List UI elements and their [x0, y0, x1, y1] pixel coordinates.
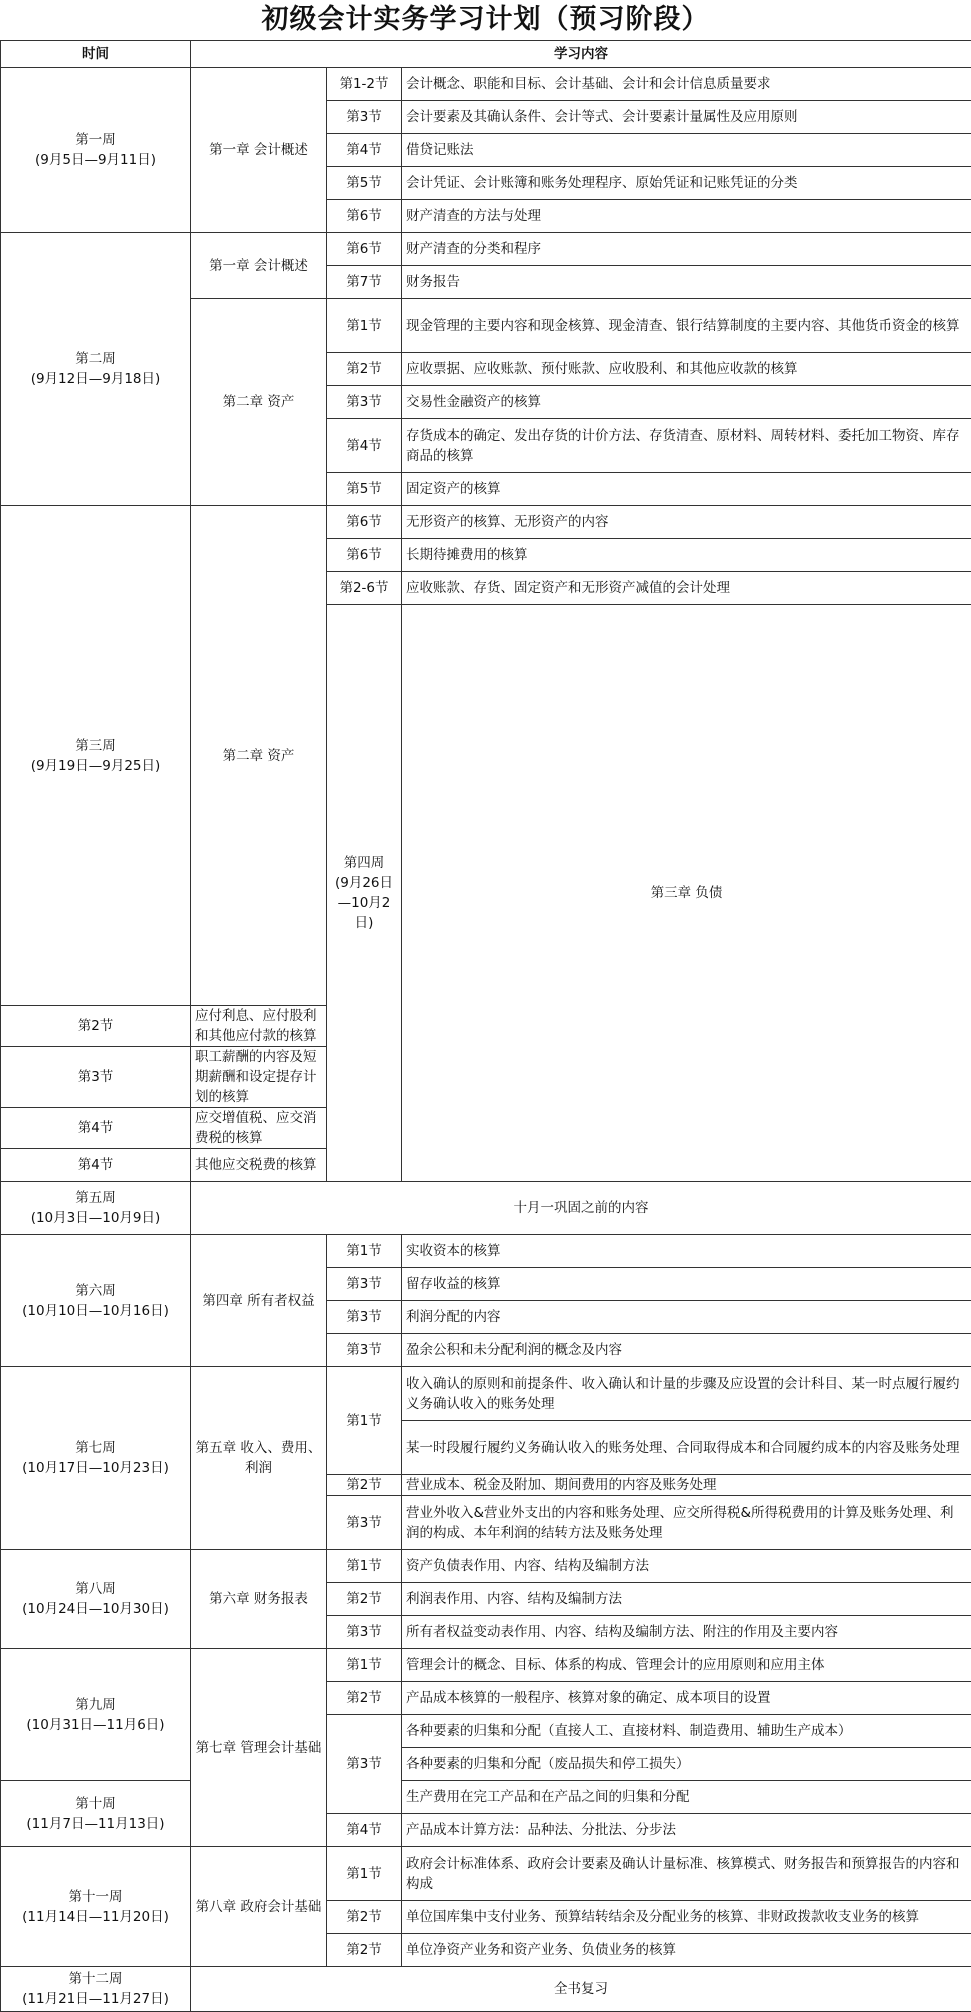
plan-row: [1, 1847, 971, 1901]
plan-row: [1, 506, 971, 539]
week-cell: [1, 1367, 191, 1550]
section-cell: 第2节: [327, 1934, 402, 1967]
plan-row: [1, 1235, 971, 1268]
week-label: 第五周: [5, 1188, 186, 1208]
week-label: 第八周: [5, 1579, 186, 1599]
section-cell: 第3节: [327, 386, 402, 419]
section-cell: 第4节: [327, 1814, 402, 1847]
week-dates: (9月26日—10月2日): [331, 873, 397, 933]
section-cell: 第2节: [327, 1583, 402, 1616]
plan-row: [1, 1781, 971, 1814]
topic-cell: 存货成本的确定、发出存货的计价方法、存货清查、原材料、周转材料、委托加工物资、库存商品的核算: [402, 419, 971, 473]
plan-row: [1, 1649, 971, 1682]
week-cell: [1, 1847, 191, 1967]
section-cell: 第1-2节: [327, 68, 402, 101]
topic-cell: 借贷记账法: [402, 134, 971, 167]
chapter-cell: 第一章 会计概述: [191, 233, 327, 299]
chapter-cell: 第七章 管理会计基础: [191, 1649, 327, 1847]
topic-cell: 应收票据、应收账款、预付账款、应收股利、和其他应收款的核算: [402, 353, 971, 386]
week-dates: (10月10日—10月16日): [5, 1301, 186, 1321]
topic-cell: 实收资本的核算: [402, 1235, 971, 1268]
section-cell: 第3节: [1, 1047, 191, 1108]
topic-cell: 生产费用在完工产品和在产品之间的归集和分配: [402, 1781, 971, 1814]
week-cell: [327, 605, 402, 1182]
topic-cell: 职工薪酬的内容及短期薪酬和设定提存计划的核算: [191, 1047, 327, 1108]
topic-cell: 现金管理的主要内容和现金核算、现金清查、银行结算制度的主要内容、其他货币资金的核算: [402, 299, 971, 353]
chapter-cell: 第二章 资产: [191, 299, 327, 506]
week-dates: (10月3日—10月9日): [5, 1208, 186, 1228]
week-dates: (11月14日—11月20日): [5, 1907, 186, 1927]
topic-cell: 长期待摊费用的核算: [402, 539, 971, 572]
topic-cell: 资产负债表作用、内容、结构及编制方法: [402, 1550, 971, 1583]
week-cell: [1, 506, 191, 1006]
header-time: 时间: [1, 41, 191, 68]
week-dates: (10月24日—10月30日): [5, 1599, 186, 1619]
study-plan-table: [0, 40, 971, 2012]
week-cell: [1, 1182, 191, 1235]
week-dates: (11月21日—11月27日): [5, 1989, 186, 2009]
section-cell: 第3节: [327, 101, 402, 134]
chapter-cell: 第六章 财务报表: [191, 1550, 327, 1649]
section-cell: 第3节: [327, 1715, 402, 1814]
plan-row: [1, 68, 971, 101]
topic-cell: 利润表作用、内容、结构及编制方法: [402, 1583, 971, 1616]
topic-cell: 无形资产的核算、无形资产的内容: [402, 506, 971, 539]
week-label: 第十周: [5, 1794, 186, 1814]
section-cell: 第6节: [327, 233, 402, 266]
week-label: 第二周: [5, 349, 186, 369]
merged-content-cell: 全书复习: [191, 1967, 971, 2012]
merged-content-cell: 十月一巩固之前的内容: [191, 1182, 971, 1235]
section-cell: 第4节: [1, 1108, 191, 1149]
section-cell: 第5节: [327, 473, 402, 506]
section-cell: 第2节: [327, 353, 402, 386]
section-cell: 第3节: [327, 1334, 402, 1367]
section-cell: 第6节: [327, 200, 402, 233]
topic-cell: 留存收益的核算: [402, 1268, 971, 1301]
week-cell: [1, 68, 191, 233]
section-cell: 第3节: [327, 1616, 402, 1649]
week-label: 第一周: [5, 130, 186, 150]
section-cell: 第3节: [327, 1268, 402, 1301]
topic-cell: 某一时段履行履约义务确认收入的账务处理、合同取得成本和合同履约成本的内容及账务处理: [402, 1421, 971, 1475]
section-cell: 第3节: [327, 1496, 402, 1550]
topic-cell: 应交增值税、应交消费税的核算: [191, 1108, 327, 1149]
section-cell: 第2节: [327, 1682, 402, 1715]
section-cell: 第1节: [327, 299, 402, 353]
topic-cell: 财产清查的方法与处理: [402, 200, 971, 233]
plan-row: [1, 1967, 971, 2012]
week-dates: (11月7日—11月13日): [5, 1814, 186, 1834]
chapter-cell: 第一章 会计概述: [191, 68, 327, 233]
topic-cell: 盈余公积和未分配利润的概念及内容: [402, 1334, 971, 1367]
week-cell: [1, 233, 191, 506]
plan-row: [1, 1182, 971, 1235]
topic-cell: 固定资产的核算: [402, 473, 971, 506]
plan-row: [1, 1550, 971, 1583]
section-cell: 第2-6节: [327, 572, 402, 605]
topic-cell: 单位净资产业务和资产业务、负债业务的核算: [402, 1934, 971, 1967]
week-dates: (10月17日—10月23日): [5, 1458, 186, 1478]
topic-cell: 营业成本、税金及附加、期间费用的内容及账务处理: [402, 1475, 971, 1496]
section-cell: 第7节: [327, 266, 402, 299]
week-label: 第三周: [5, 736, 186, 756]
section-cell: 第6节: [327, 506, 402, 539]
plan-row: [1, 1367, 971, 1421]
topic-cell: 应付利息、应付股利和其他应付款的核算: [191, 1006, 327, 1047]
header-content: 学习内容: [191, 41, 971, 68]
page-title: 初级会计实务学习计划（预习阶段）: [0, 0, 971, 40]
topic-cell: 财产清查的分类和程序: [402, 233, 971, 266]
topic-cell: 会计概念、职能和目标、会计基础、会计和会计信息质量要求: [402, 68, 971, 101]
week-label: 第七周: [5, 1438, 186, 1458]
chapter-cell: 第八章 政府会计基础: [191, 1847, 327, 1967]
week-label: 第十二周: [5, 1969, 186, 1989]
week-dates: (10月31日—11月6日): [5, 1715, 186, 1735]
week-dates: (9月12日—9月18日): [5, 369, 186, 389]
week-cell: [1, 1550, 191, 1649]
chapter-cell: 第四章 所有者权益: [191, 1235, 327, 1367]
section-cell: 第2节: [327, 1901, 402, 1934]
topic-cell: 产品成本核算的一般程序、核算对象的确定、成本项目的设置: [402, 1682, 971, 1715]
topic-cell: 收入确认的原则和前提条件、收入确认和计量的步骤及应设置的会计科目、某一时点履行履约义务确认收入的账务处理: [402, 1367, 971, 1421]
topic-cell: 利润分配的内容: [402, 1301, 971, 1334]
section-cell: 第2节: [327, 1475, 402, 1496]
topic-cell: 其他应交税费的核算: [191, 1149, 327, 1182]
section-cell: 第1节: [327, 1847, 402, 1901]
section-cell: 第4节: [327, 419, 402, 473]
section-cell: 第1节: [327, 1367, 402, 1475]
section-cell: 第1节: [327, 1649, 402, 1682]
topic-cell: 会计凭证、会计账簿和账务处理程序、原始凭证和记账凭证的分类: [402, 167, 971, 200]
chapter-cell: 第三章 负债: [402, 605, 971, 1182]
week-cell: [1, 1649, 191, 1781]
week-dates: (9月19日—9月25日): [5, 756, 186, 776]
week-label: 第九周: [5, 1695, 186, 1715]
week-label: 第六周: [5, 1281, 186, 1301]
section-cell: 第1节: [327, 1550, 402, 1583]
section-cell: 第6节: [327, 539, 402, 572]
plan-row: [1, 233, 971, 266]
week-label: 第十一周: [5, 1887, 186, 1907]
chapter-cell: 第二章 资产: [191, 506, 327, 1006]
topic-cell: 各种要素的归集和分配（废品损失和停工损失）: [402, 1748, 971, 1781]
plan-body: [1, 68, 971, 2012]
week-cell: [1, 1967, 191, 2012]
topic-cell: 管理会计的概念、目标、体系的构成、管理会计的应用原则和应用主体: [402, 1649, 971, 1682]
section-cell: 第1节: [327, 1235, 402, 1268]
week-label: 第四周: [331, 853, 397, 873]
topic-cell: 财务报告: [402, 266, 971, 299]
section-cell: 第2节: [1, 1006, 191, 1047]
topic-cell: 各种要素的归集和分配（直接人工、直接材料、制造费用、辅助生产成本）: [402, 1715, 971, 1748]
header-row: [1, 41, 971, 68]
section-cell: 第5节: [327, 167, 402, 200]
topic-cell: 单位国库集中支付业务、预算结转结余及分配业务的核算、非财政拨款收支业务的核算: [402, 1901, 971, 1934]
section-cell: 第4节: [327, 134, 402, 167]
topic-cell: 政府会计标准体系、政府会计要素及确认计量标准、核算模式、财务报告和预算报告的内容和构成: [402, 1847, 971, 1901]
topic-cell: 应收账款、存货、固定资产和无形资产减值的会计处理: [402, 572, 971, 605]
chapter-cell: 第五章 收入、费用、利润: [191, 1367, 327, 1550]
week-cell: [1, 1781, 191, 1847]
week-cell: [1, 1235, 191, 1367]
week-dates: (9月5日—9月11日): [5, 150, 186, 170]
section-cell: 第4节: [1, 1149, 191, 1182]
topic-cell: 所有者权益变动表作用、内容、结构及编制方法、附注的作用及主要内容: [402, 1616, 971, 1649]
topic-cell: 交易性金融资产的核算: [402, 386, 971, 419]
section-cell: 第3节: [327, 1301, 402, 1334]
topic-cell: 营业外收入&营业外支出的内容和账务处理、应交所得税&所得税费用的计算及账务处理、利润的构成、本年利润的结转方法及账务处理: [402, 1496, 971, 1550]
topic-cell: 产品成本计算方法：品种法、分批法、分步法: [402, 1814, 971, 1847]
topic-cell: 会计要素及其确认条件、会计等式、会计要素计量属性及应用原则: [402, 101, 971, 134]
